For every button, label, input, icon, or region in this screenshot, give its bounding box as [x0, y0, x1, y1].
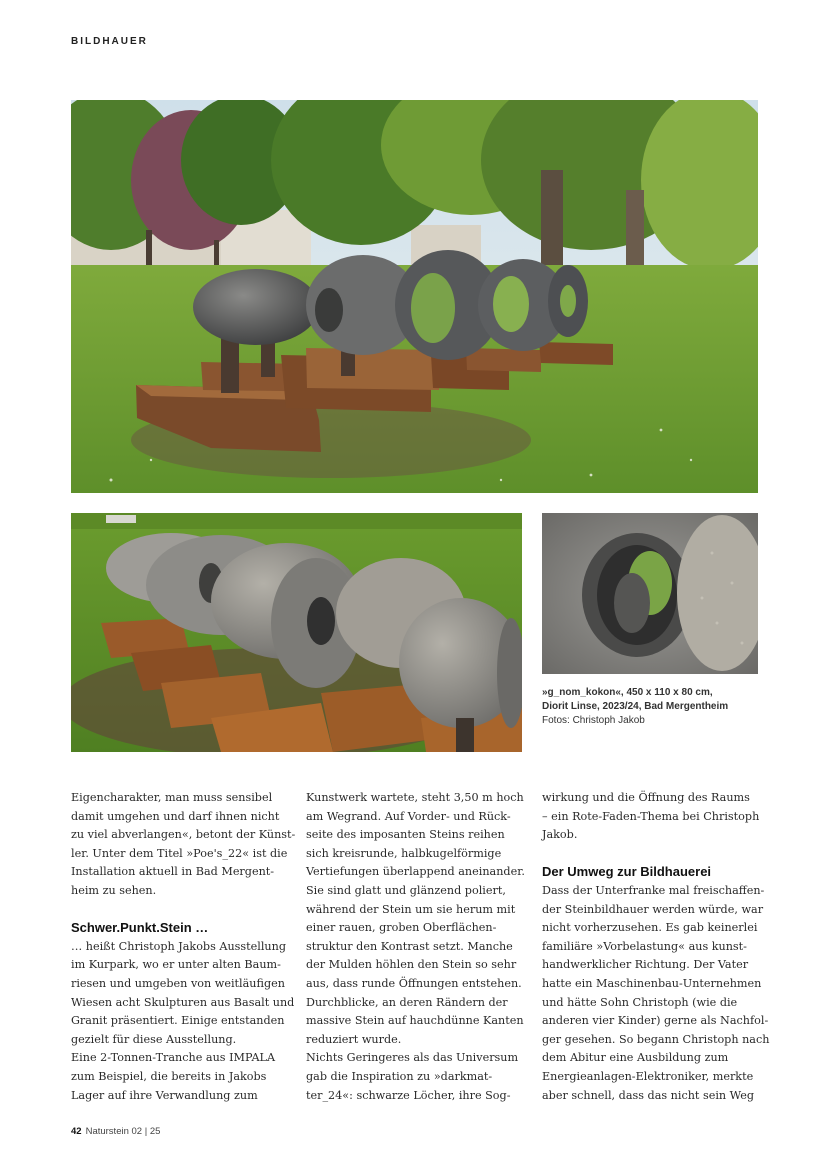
text-line: seite des imposanten Steins reihen — [306, 828, 505, 842]
paragraph — [306, 789, 525, 1105]
text-line: am Wegrand. Auf Vorder- und Rück- — [306, 809, 511, 823]
text-column-2 — [306, 789, 525, 1105]
text-line: gab die Inspiration zu »darkmat- — [306, 1069, 493, 1083]
text-line: familiäre »Vorbelastung« aus kunst- — [542, 939, 747, 953]
caption-subtitle: Diorit Linse, 2023/24, Bad Mergentheim — [542, 701, 729, 712]
text-line: gezielt für diese Ausstellung. — [71, 1032, 237, 1046]
text-line: dem Abitur eine Ausbildung zum — [542, 1051, 729, 1065]
caption-title: »g_nom_kokon«, 450 x 110 x 80 cm, — [542, 687, 713, 698]
text-line: … heißt Christoph Jakobs Ausstellung — [71, 939, 286, 953]
text-line: Jakob. — [542, 828, 578, 842]
text-line: hatte ein Maschinenbau-Unternehmen — [542, 976, 762, 990]
page-number: 42 — [71, 1126, 82, 1137]
text-line: sich kreisrunde, halbkugelförmige — [306, 846, 502, 860]
text-line: Nichts Geringeres als das Universum — [306, 1051, 519, 1065]
text-line: reduziert wurde. — [306, 1032, 402, 1046]
text-line: zu viel abverlangen«, betont der Künst- — [71, 828, 296, 842]
magazine-issue: Naturstein 02 | 25 — [85, 1126, 161, 1137]
text-column-3 — [542, 789, 770, 1105]
page-footer — [71, 1126, 160, 1137]
bottom-right-photo — [542, 513, 758, 674]
text-line: anderen vier Kinder) gerne als Nachfol- — [542, 1014, 769, 1028]
text-line: Kunstwerk wartete, steht 3,50 m hoch — [306, 791, 524, 804]
text-column-1 — [71, 789, 296, 1105]
paragraph — [542, 789, 760, 845]
text-line: Installation aktuell in Bad Mergent- — [71, 865, 275, 879]
text-line: Granit präsentiert. Einige entstanden — [71, 1014, 285, 1028]
text-line: der Steinbildhauer werden würde, war — [542, 902, 764, 916]
text-line: Lager auf ihre Verwandlung zum — [71, 1088, 258, 1102]
text-line: im Kurpark, wo er unter alten Baum- — [71, 958, 281, 972]
text-line: ter_24«: schwarze Löcher, ihre Sog- — [306, 1088, 511, 1102]
text-line: der Mulden höhlen den Stein so sehr — [306, 958, 517, 972]
text-line: struktur den Kontrast setzt. Manche — [306, 939, 513, 953]
paragraph — [71, 789, 296, 901]
text-line: Sie sind glatt und glänzend poliert, — [306, 883, 506, 897]
text-line: ger gesehen. So begann Christoph nach — [542, 1032, 770, 1046]
text-line: aus, dass runde Öffnungen entstehen. — [306, 976, 522, 990]
paragraph — [71, 938, 295, 1105]
text-line: Energieanlagen-Elektroniker, merkte — [542, 1069, 754, 1083]
text-line: nicht vorherzusehen. Es gab keinerlei — [542, 921, 758, 935]
text-line: heim zu sehen. — [71, 883, 157, 897]
text-line: damit umgehen und darf ihnen nicht — [71, 809, 280, 823]
text-line: während der Stein um sie herum mit — [306, 902, 516, 916]
text-line: wirkung und die Öffnung des Raums — [542, 791, 750, 804]
text-line: einer rauen, groben Oberflächen- — [306, 921, 497, 935]
text-line: Wiesen acht Skulpturen aus Basalt und — [71, 995, 295, 1009]
text-line: aber schnell, dass das nicht sein Weg — [542, 1088, 755, 1102]
bottom-left-photo — [71, 513, 522, 752]
text-line: und hätte Sohn Christoph (wie die — [542, 995, 738, 1009]
caption-credit: Fotos: Christoph Jakob — [542, 715, 645, 726]
section-label: BILDHAUER — [71, 36, 148, 47]
text-line: riesen und umgeben von weitläufigen — [71, 976, 285, 990]
text-line: massive Stein auf hauchdünne Kanten — [306, 1014, 524, 1028]
main-photo — [71, 100, 758, 493]
text-line: Vertiefungen überlappend aneinander. — [306, 865, 525, 879]
text-line: handwerklicher Richtung. Der Vater — [542, 958, 749, 972]
text-line: Eine 2-Tonnen-Tranche aus IMPALA — [71, 1051, 276, 1065]
text-line: – ein Rote-Faden-Thema bei Christoph — [542, 809, 760, 823]
subheading: Schwer.Punkt.Stein … — [71, 920, 209, 936]
subheading: Der Umweg zur Bildhauerei — [542, 864, 712, 880]
paragraph — [542, 882, 770, 1105]
text-line: Dass der Unterfranke mal freischaffen- — [542, 883, 765, 897]
text-line: zum Beispiel, die bereits in Jakobs — [71, 1069, 267, 1083]
photo-caption — [542, 686, 762, 728]
text-line: Durchblicke, an deren Rändern der — [306, 995, 508, 1009]
text-line: ler. Unter dem Titel »Poe's_22« ist die — [71, 846, 288, 860]
text-line: Eigencharakter, man muss sensibel — [71, 791, 273, 804]
